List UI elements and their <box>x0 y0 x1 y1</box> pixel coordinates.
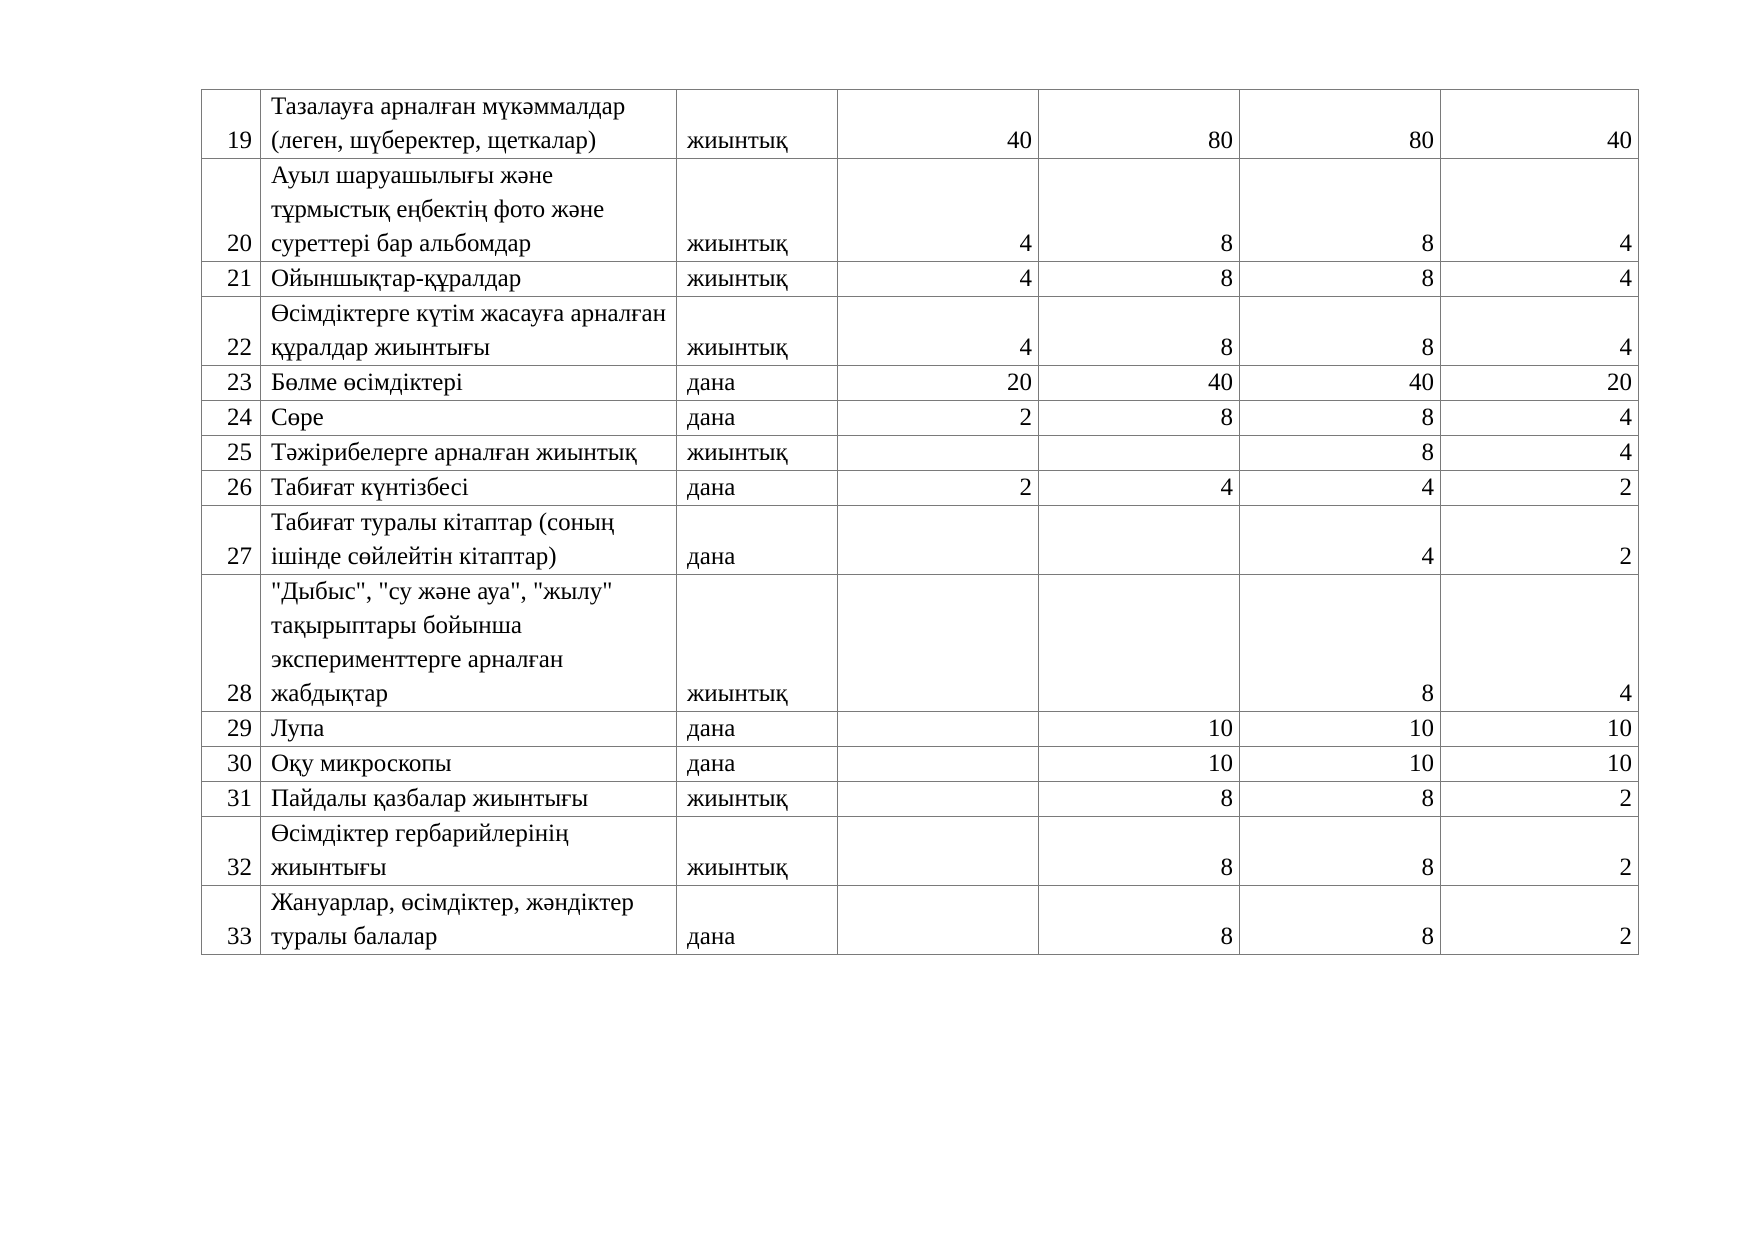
row-number: 22 <box>202 297 261 366</box>
quantity-col-4: 4 <box>1441 436 1639 471</box>
table-row <box>202 90 1639 159</box>
row-number: 29 <box>202 712 261 747</box>
item-name: "Дыбыс", "су және ауа", "жылу" тақырыптары бойынша эксперименттерге арналған жабдықтар <box>261 575 677 712</box>
table-row <box>202 436 1639 471</box>
quantity-col-3: 40 <box>1240 366 1441 401</box>
quantity-col-1: 2 <box>838 471 1039 506</box>
quantity-col-1: 4 <box>838 297 1039 366</box>
quantity-col-2: 8 <box>1039 159 1240 262</box>
row-number: 23 <box>202 366 261 401</box>
quantity-col-3: 4 <box>1240 506 1441 575</box>
quantity-col-2: 4 <box>1039 471 1240 506</box>
quantity-col-3: 8 <box>1240 262 1441 297</box>
row-number: 21 <box>202 262 261 297</box>
quantity-col-4: 4 <box>1441 159 1639 262</box>
item-name: Өсімдіктерге күтім жасауға арналған құралдар жиынтығы <box>261 297 677 366</box>
quantity-col-2: 8 <box>1039 297 1240 366</box>
quantity-col-3: 8 <box>1240 297 1441 366</box>
quantity-col-1: 4 <box>838 262 1039 297</box>
quantity-col-3: 8 <box>1240 401 1441 436</box>
unit-of-measure: дана <box>677 886 838 955</box>
unit-of-measure: жиынтық <box>677 297 838 366</box>
item-name: Тазалауға арналған мүкәммалдар (леген, шүберектер, щеткалар) <box>261 90 677 159</box>
item-name: Тәжірибелерге арналған жиынтық <box>261 436 677 471</box>
quantity-col-4: 4 <box>1441 575 1639 712</box>
quantity-col-2: 8 <box>1039 817 1240 886</box>
quantity-col-2: 40 <box>1039 366 1240 401</box>
item-name: Бөлме өсімдіктері <box>261 366 677 401</box>
table-row <box>202 471 1639 506</box>
quantity-col-4: 4 <box>1441 297 1639 366</box>
quantity-col-4: 4 <box>1441 401 1639 436</box>
unit-of-measure: дана <box>677 401 838 436</box>
table-row <box>202 262 1639 297</box>
quantity-col-3: 10 <box>1240 712 1441 747</box>
table-row <box>202 506 1639 575</box>
unit-of-measure: жиынтық <box>677 782 838 817</box>
row-number: 27 <box>202 506 261 575</box>
item-name: Пайдалы қазбалар жиынтығы <box>261 782 677 817</box>
quantity-col-1 <box>838 817 1039 886</box>
row-number: 33 <box>202 886 261 955</box>
quantity-col-1: 40 <box>838 90 1039 159</box>
quantity-col-1: 4 <box>838 159 1039 262</box>
quantity-col-4: 2 <box>1441 817 1639 886</box>
table-row <box>202 782 1639 817</box>
unit-of-measure: жиынтық <box>677 436 838 471</box>
quantity-col-4: 4 <box>1441 262 1639 297</box>
table-row <box>202 886 1639 955</box>
quantity-col-4: 10 <box>1441 712 1639 747</box>
table-row <box>202 297 1639 366</box>
unit-of-measure: дана <box>677 366 838 401</box>
quantity-col-2: 10 <box>1039 712 1240 747</box>
quantity-col-3: 8 <box>1240 575 1441 712</box>
quantity-col-3: 8 <box>1240 886 1441 955</box>
quantity-col-4: 2 <box>1441 471 1639 506</box>
row-number: 28 <box>202 575 261 712</box>
quantity-col-1 <box>838 575 1039 712</box>
table-row <box>202 575 1639 712</box>
unit-of-measure: жиынтық <box>677 159 838 262</box>
unit-of-measure: дана <box>677 471 838 506</box>
quantity-col-3: 4 <box>1240 471 1441 506</box>
quantity-col-4: 10 <box>1441 747 1639 782</box>
unit-of-measure: жиынтық <box>677 817 838 886</box>
unit-of-measure: дана <box>677 712 838 747</box>
row-number: 30 <box>202 747 261 782</box>
quantity-col-1 <box>838 782 1039 817</box>
table-row <box>202 401 1639 436</box>
table-row <box>202 712 1639 747</box>
table-row <box>202 747 1639 782</box>
item-name: Лупа <box>261 712 677 747</box>
row-number: 26 <box>202 471 261 506</box>
quantity-col-3: 10 <box>1240 747 1441 782</box>
item-name: Өсімдіктер гербарийлерінің жиынтығы <box>261 817 677 886</box>
quantity-col-1: 2 <box>838 401 1039 436</box>
quantity-col-2: 80 <box>1039 90 1240 159</box>
table-row <box>202 817 1639 886</box>
table-row <box>202 159 1639 262</box>
quantity-col-2: 8 <box>1039 262 1240 297</box>
quantity-col-3: 8 <box>1240 782 1441 817</box>
table-row <box>202 366 1639 401</box>
item-name: Табиғат күнтізбесі <box>261 471 677 506</box>
unit-of-measure: жиынтық <box>677 575 838 712</box>
row-number: 24 <box>202 401 261 436</box>
quantity-col-2 <box>1039 436 1240 471</box>
quantity-col-1 <box>838 436 1039 471</box>
row-number: 19 <box>202 90 261 159</box>
quantity-col-4: 2 <box>1441 782 1639 817</box>
quantity-col-4: 20 <box>1441 366 1639 401</box>
item-name: Табиғат туралы кітаптар (соның ішінде сөйлейтін кітаптар) <box>261 506 677 575</box>
row-number: 31 <box>202 782 261 817</box>
unit-of-measure: жиынтық <box>677 262 838 297</box>
unit-of-measure: дана <box>677 747 838 782</box>
quantity-col-1 <box>838 712 1039 747</box>
quantity-col-4: 2 <box>1441 506 1639 575</box>
quantity-col-2 <box>1039 506 1240 575</box>
item-name: Сөре <box>261 401 677 436</box>
row-number: 20 <box>202 159 261 262</box>
quantity-col-1 <box>838 886 1039 955</box>
quantity-col-3: 8 <box>1240 159 1441 262</box>
inventory-table <box>201 89 1639 955</box>
quantity-col-3: 8 <box>1240 817 1441 886</box>
quantity-col-1 <box>838 506 1039 575</box>
quantity-col-3: 80 <box>1240 90 1441 159</box>
quantity-col-2: 8 <box>1039 886 1240 955</box>
unit-of-measure: дана <box>677 506 838 575</box>
quantity-col-1 <box>838 747 1039 782</box>
quantity-col-2: 10 <box>1039 747 1240 782</box>
unit-of-measure: жиынтық <box>677 90 838 159</box>
quantity-col-4: 40 <box>1441 90 1639 159</box>
row-number: 25 <box>202 436 261 471</box>
quantity-col-2 <box>1039 575 1240 712</box>
quantity-col-2: 8 <box>1039 401 1240 436</box>
item-name: Оқу микроскопы <box>261 747 677 782</box>
quantity-col-2: 8 <box>1039 782 1240 817</box>
quantity-col-1: 20 <box>838 366 1039 401</box>
item-name: Ауыл шаруашылығы және тұрмыстық еңбектің фото және суреттері бар альбомдар <box>261 159 677 262</box>
item-name: Жануарлар, өсімдіктер, жәндіктер туралы балалар <box>261 886 677 955</box>
quantity-col-3: 8 <box>1240 436 1441 471</box>
row-number: 32 <box>202 817 261 886</box>
item-name: Ойыншықтар-құралдар <box>261 262 677 297</box>
quantity-col-4: 2 <box>1441 886 1639 955</box>
table-body <box>202 90 1639 955</box>
